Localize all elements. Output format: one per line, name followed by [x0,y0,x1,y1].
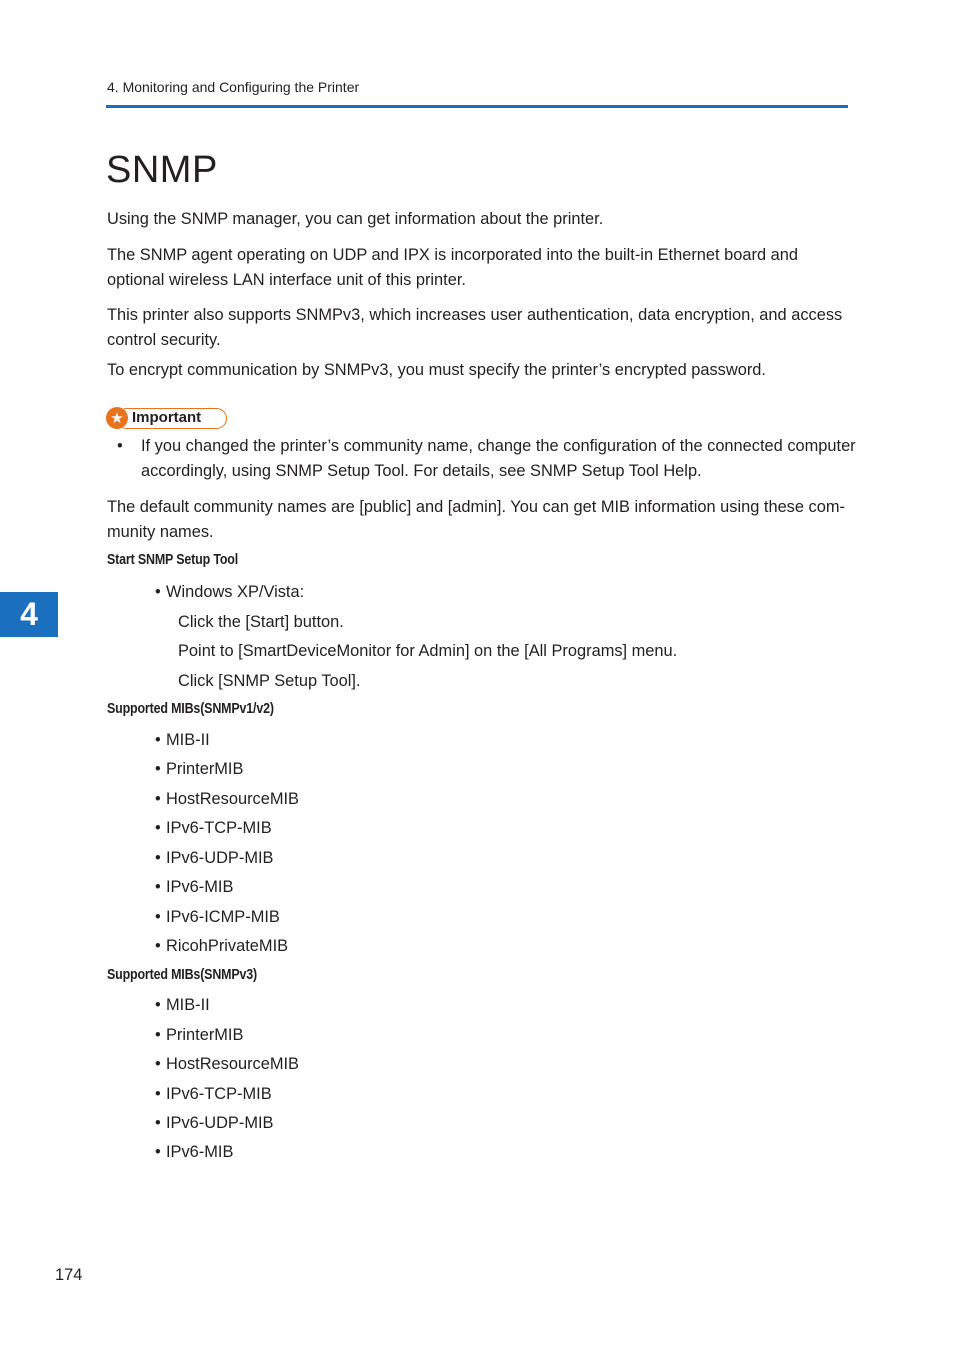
important-note [117,434,857,484]
step-item: Click the [Start] button. [178,613,344,631]
mib-item: • RicohPrivateMIB [155,937,289,955]
intro-paragraph: Using the SNMP manager, you can get information about the printer. [107,210,604,228]
mib-item: • HostResourceMIB [155,790,299,808]
page-number: 174 [55,1266,83,1284]
mib-item: • IPv6-MIB [155,1143,234,1161]
bullet: • [117,437,123,455]
mib-item: • MIB-II [155,731,210,749]
mib-item: • IPv6-TCP-MIB [155,819,272,837]
important-badge [106,407,227,429]
community-paragraph: The default community names are [public] and [admin]. You can get MIB information using these com-munity names. [107,498,845,541]
start-tool-heading: Start SNMP Setup Tool [107,552,239,568]
running-header: 4. Monitoring and Configuring the Printer [107,79,360,95]
chapter-tab: 4 [0,592,58,637]
mib-item: • IPv6-ICMP-MIB [155,908,280,926]
mib-item: • IPv6-TCP-MIB [155,1085,272,1103]
mibs-v3-heading: Supported MIBs(SNMPv3) [107,967,258,983]
mib-item: • PrinterMIB [155,1026,244,1044]
important-note-text: If you changed the printer’s community name, change the configuration of the connected computer accordingly, using SNMP Setup Tool. For details, see SNMP Setup Tool Help. [141,437,856,480]
mibs-v1v2-heading: Supported MIBs(SNMPv1/v2) [107,701,274,717]
agent-paragraph: The SNMP agent operating on UDP and IPX is incorporated into the built-in Ethernet board and optional wireless LAN interface unit of this printer. [107,246,798,289]
header-rule [106,105,848,108]
page-title: SNMP [106,149,218,191]
encrypt-paragraph: To encrypt communication by SNMPv3, you must specify the printer’s encrypted password. [107,361,766,379]
mib-item: • HostResourceMIB [155,1055,299,1073]
os-item: • Windows XP/Vista: [155,583,305,601]
step-item: Point to [SmartDeviceMonitor for Admin] on the [All Programs] menu. [178,642,678,660]
snmpv3-paragraph: This printer also supports SNMPv3, which increases user authentication, data encryption, and access control security. [107,306,843,349]
mib-item: • IPv6-MIB [155,878,234,896]
star-icon: ★ [106,407,128,429]
step-item: Click [SNMP Setup Tool]. [178,672,361,690]
important-label: Important [132,409,202,426]
mib-item: • IPv6-UDP-MIB [155,1114,274,1132]
mib-item: • PrinterMIB [155,760,244,778]
mib-item: • IPv6-UDP-MIB [155,849,274,867]
mib-item: • MIB-II [155,996,210,1014]
